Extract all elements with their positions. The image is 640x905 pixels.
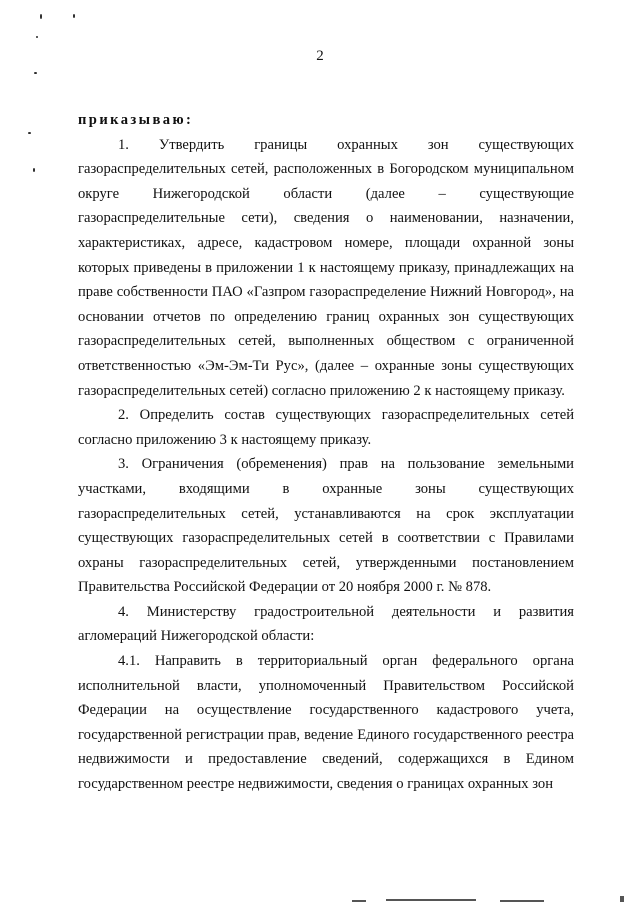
scan-edge-mark [500, 900, 544, 902]
scan-speck [28, 132, 31, 134]
paragraph-1: 1. Утвердить границы охранных зон существующих газораспределительных сетей, расположенных в Богородском муниципальном округе Нижегородской области (далее – существующие газораспределительные сети), сведения о наименовании, назначении, характеристиках, адресе, кадастровом номере, площади охранной зоны которых приведены в приложении 1 к настоящему приказу, принадлежащих на праве собственности ПАО «Газпром газораспределение Нижний Новгород», на основании отчетов по определению границ охранных зон существующих газораспределительных сетей, выполненных обществом с ограниченной ответственностью «Эм-Эм-Ти Рус», (далее – охранные зоны существующих газораспределительных сетей) согласно приложению 2 к настоящему приказу. [78, 136, 574, 399]
page-number: 2 [316, 48, 324, 64]
scan-speck [40, 14, 42, 19]
paragraph-4: 4. Министерству градостроительной деятельности и развития агломераций Нижегородской области: [78, 603, 574, 645]
paragraph-3: 3. Ограничения (обременения) прав на пользование земельными участками, входящими в охранные зоны существующих газораспределительных сетей, устанавливаются на срок эксплуатации существующих газораспределительных сетей в соответствии с Правилами охраны газораспределительных сетей, утвержденными постановлением Правительства Российской Федерации от 20 ноября 2000 г. № 878. [78, 456, 574, 596]
paragraph-4-1: 4.1. Направить в территориальный орган федерального органа исполнительной власти, уполномоченный Правительством Российской Федерации на осуществление государственного кадастрового учета, государственной регистрации прав, ведение Единого государственного реестра недвижимости и предоставление сведений, содержащихся в Едином государственном реестре недвижимости, сведения о границах охранных зон [78, 653, 574, 793]
scan-speck [73, 14, 75, 18]
scan-speck [34, 72, 37, 74]
order-intro: приказываю: [78, 112, 194, 128]
scan-speck [33, 168, 35, 172]
document-body [78, 108, 574, 797]
paragraph-2: 2. Определить состав существующих газораспределительных сетей согласно приложению 3 к настоящему приказу. [78, 407, 574, 448]
scan-edge-mark [352, 900, 366, 902]
scan-speck [36, 36, 38, 38]
scan-edge-mark [386, 899, 476, 901]
scan-edge-mark [620, 896, 624, 902]
